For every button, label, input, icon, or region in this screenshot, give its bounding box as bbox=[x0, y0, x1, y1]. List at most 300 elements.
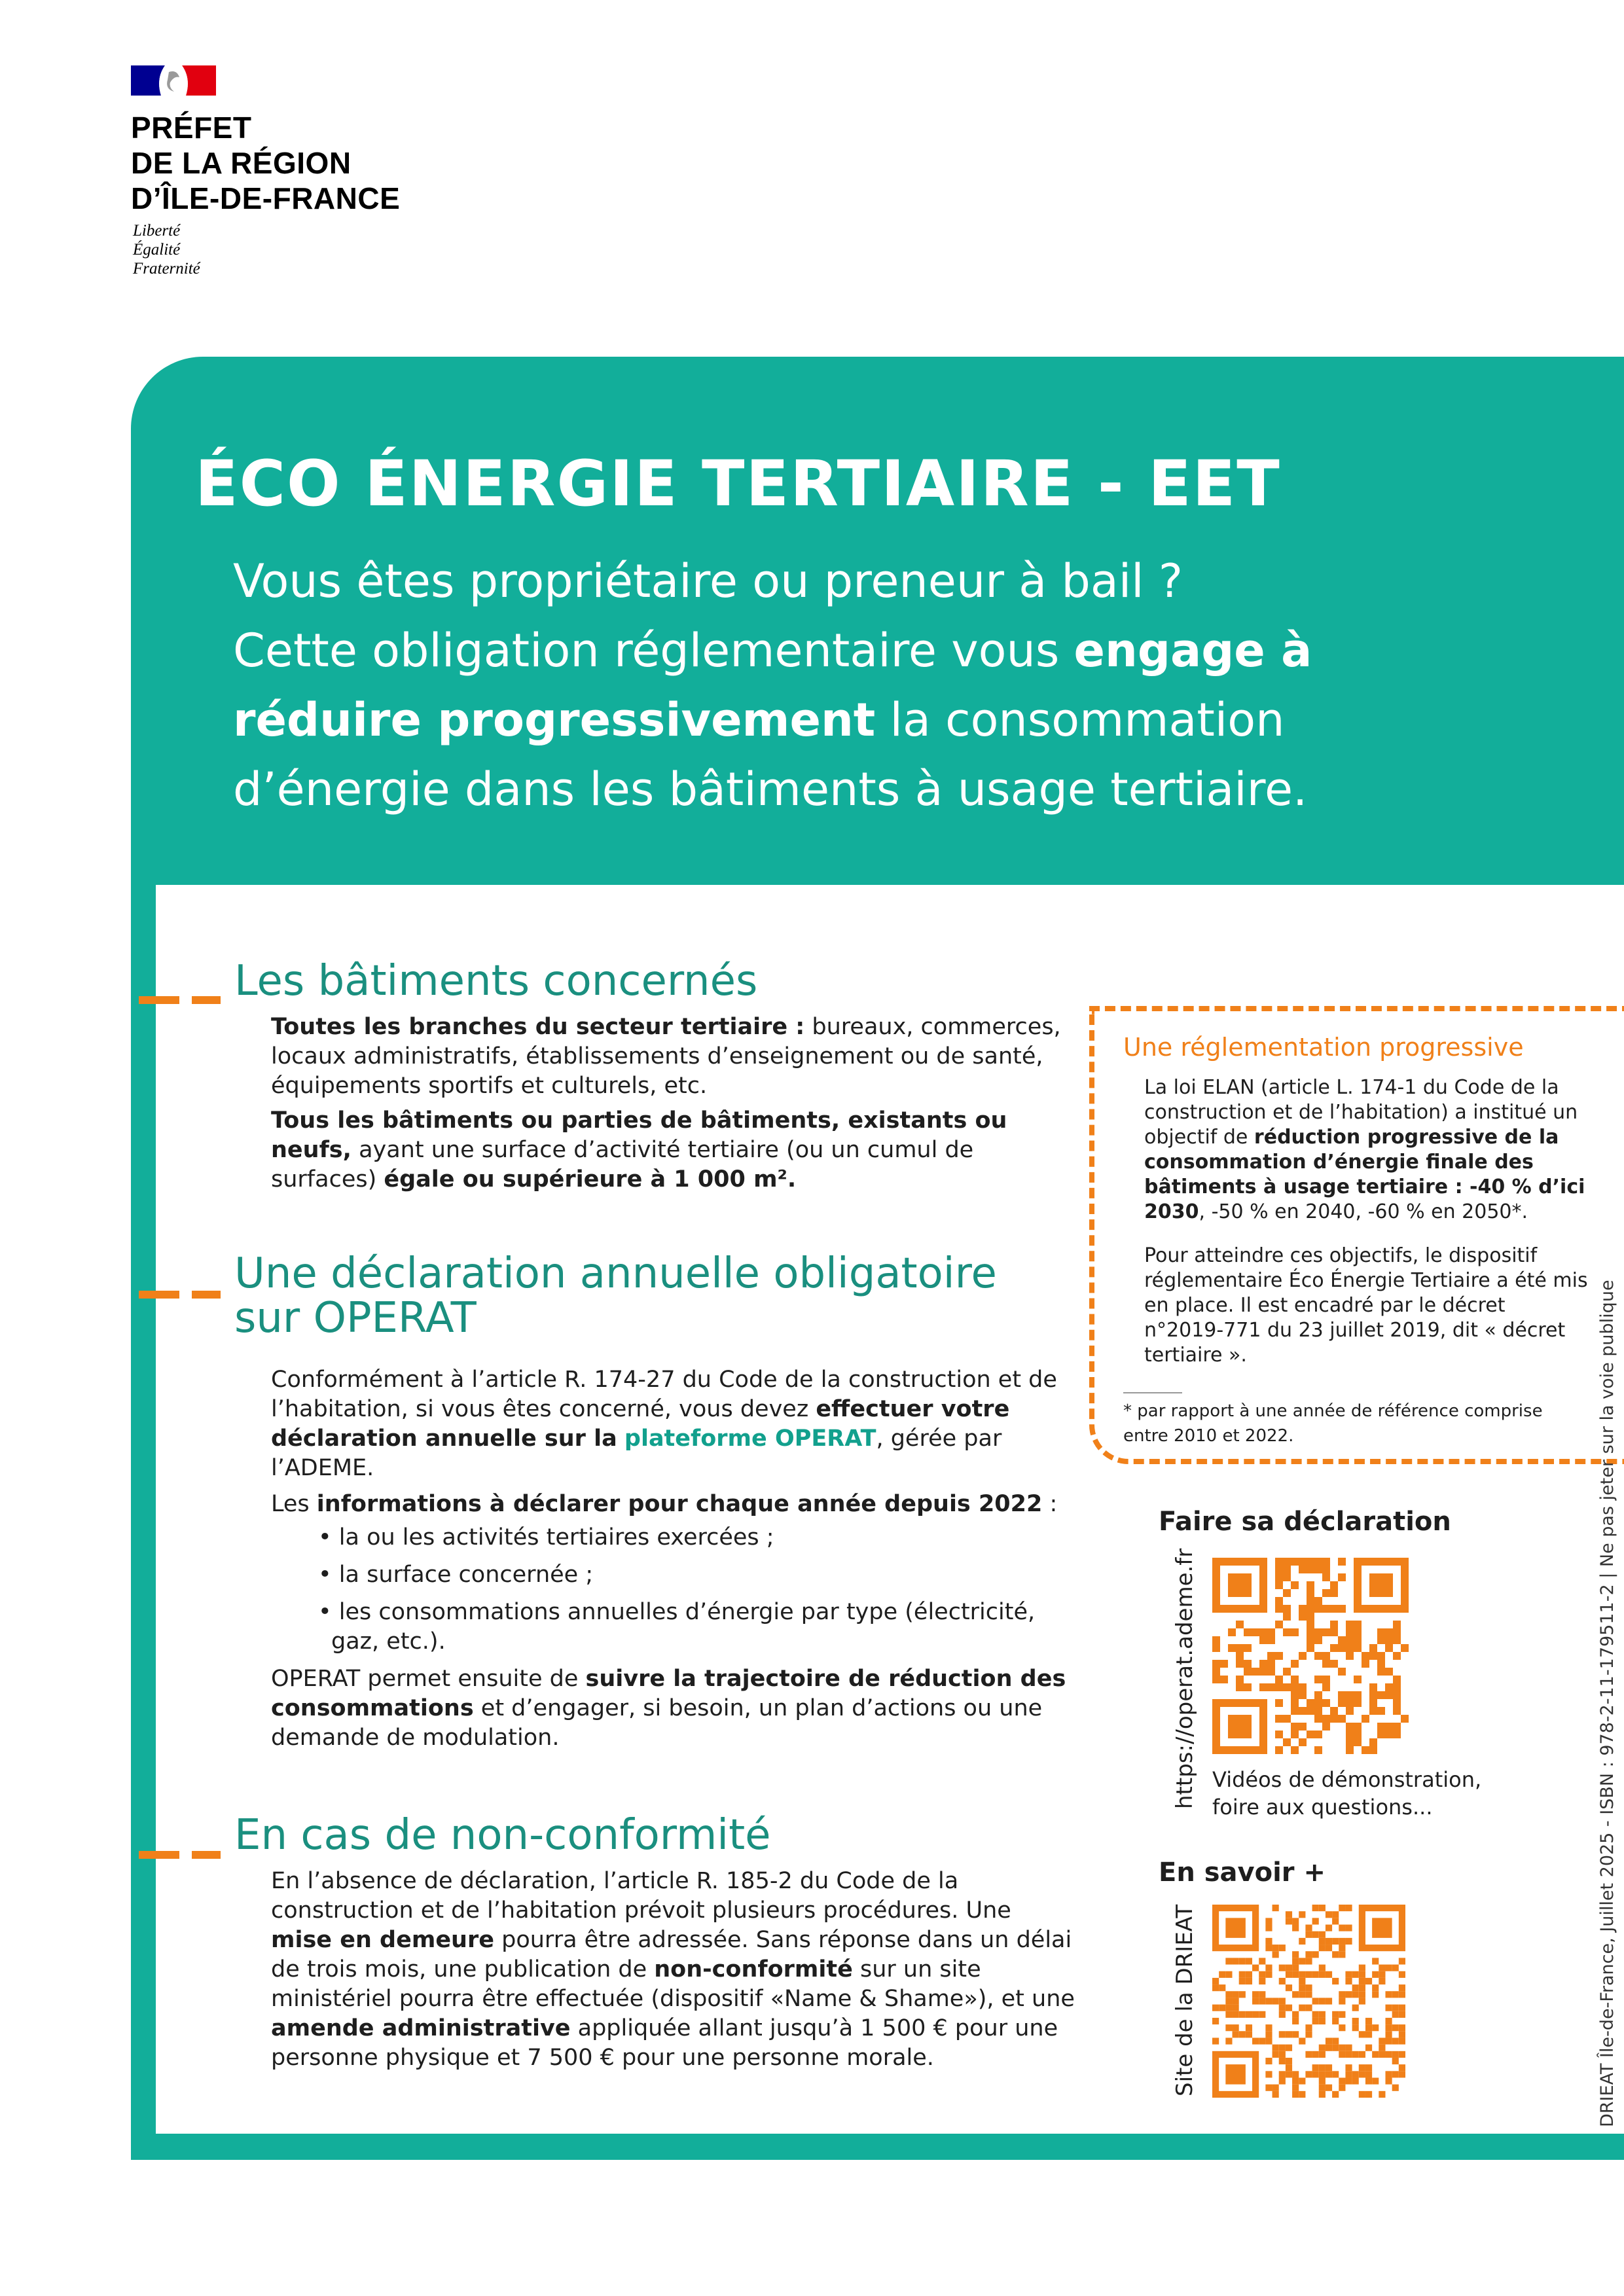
qr-module bbox=[1259, 1978, 1265, 1984]
qr-module bbox=[1346, 1707, 1354, 1715]
qr-module bbox=[1299, 1723, 1307, 1731]
qr-module bbox=[1233, 1958, 1239, 1964]
qr-module bbox=[1272, 1945, 1279, 1951]
qr-module bbox=[1339, 1938, 1345, 1945]
qr-module bbox=[1272, 1951, 1279, 1958]
qr-module bbox=[1299, 1691, 1307, 1699]
qr-module bbox=[1322, 1715, 1330, 1723]
qr-module bbox=[1252, 1668, 1259, 1676]
qr-module bbox=[1283, 1683, 1291, 1691]
qr-module bbox=[1299, 1605, 1307, 1613]
qr-module bbox=[1265, 1945, 1272, 1951]
qr-module bbox=[1354, 1723, 1362, 1731]
qr-module bbox=[1220, 1676, 1228, 1683]
qr-module bbox=[1265, 2085, 1272, 2091]
qr-module bbox=[1372, 1971, 1379, 1978]
qr-module bbox=[1377, 1707, 1385, 1715]
qr-module bbox=[1272, 1998, 1279, 2004]
qr-module bbox=[1265, 2071, 1272, 2077]
qr-module bbox=[1338, 1691, 1346, 1699]
qr-module bbox=[1212, 1660, 1220, 1668]
qr-module bbox=[1345, 1978, 1352, 1984]
qr-module bbox=[1307, 1566, 1314, 1573]
qr-module bbox=[1385, 2018, 1392, 2024]
qr-module bbox=[1319, 2018, 1326, 2024]
qr-module bbox=[1385, 2031, 1392, 2037]
qr-module bbox=[1359, 2064, 1365, 2071]
qr-module bbox=[1359, 1991, 1365, 1998]
qr-module bbox=[1372, 2077, 1379, 2084]
qr-module bbox=[1259, 1668, 1267, 1676]
qr-module bbox=[1307, 1605, 1314, 1613]
qr-module bbox=[1259, 2011, 1265, 2018]
qr-module bbox=[1332, 1918, 1339, 1924]
qr-code-drieat-icon[interactable] bbox=[1212, 1905, 1405, 2098]
qr-module bbox=[1307, 1621, 1314, 1628]
qr-module bbox=[1332, 1951, 1339, 1958]
qr-module bbox=[1252, 2037, 1259, 2044]
qr-module bbox=[1312, 1998, 1319, 2004]
section-title-declaration: Une déclaration annuelle obligatoire sur OPERAT bbox=[234, 1249, 997, 1342]
qr-module bbox=[1299, 2037, 1305, 2044]
qr-module bbox=[1314, 1652, 1322, 1660]
qr-module bbox=[1239, 1991, 1246, 1998]
qr-module bbox=[1305, 1931, 1312, 1938]
qr-module bbox=[1236, 1652, 1244, 1660]
qr-module bbox=[1379, 2091, 1385, 2098]
qr-module bbox=[1283, 1613, 1291, 1621]
qr-module bbox=[1291, 1581, 1299, 1589]
qr-module bbox=[1393, 1707, 1401, 1715]
qr-module bbox=[1393, 1652, 1401, 1660]
qr-module bbox=[1291, 1676, 1299, 1683]
qr-module bbox=[1399, 1984, 1405, 1991]
qr-module bbox=[1244, 1668, 1252, 1676]
qr-module bbox=[1246, 1978, 1252, 1984]
section-dash bbox=[192, 1851, 221, 1859]
qr-module bbox=[1233, 2005, 1239, 2011]
qr-module bbox=[1314, 1566, 1322, 1573]
qr-module bbox=[1267, 1660, 1275, 1668]
qr-module bbox=[1393, 1628, 1401, 1636]
qr-module bbox=[1345, 2071, 1352, 2077]
qr-module bbox=[1259, 1998, 1265, 2004]
section-title-non-conformite: En cas de non-conformité bbox=[234, 1811, 771, 1859]
qr-module bbox=[1359, 1978, 1365, 1984]
qr-module bbox=[1354, 1636, 1362, 1644]
qr-module bbox=[1314, 1707, 1322, 1715]
qr-module bbox=[1392, 2058, 1399, 2064]
qr-module bbox=[1265, 1938, 1272, 1945]
side-legal-note: DRIEAT Île-de-France, Juillet 2025 - ISBN : 978-2-11-179511-2 | Ne pas jeter sur la voie publique bbox=[1597, 1280, 1617, 2127]
qr-module bbox=[1319, 2011, 1326, 2018]
qr-module bbox=[1283, 1628, 1291, 1636]
qr-module bbox=[1275, 1605, 1283, 1613]
qr-module bbox=[1279, 1998, 1286, 2004]
qr-module bbox=[1312, 1951, 1319, 1958]
qr-module bbox=[1265, 1971, 1272, 1978]
qr-module bbox=[1272, 2045, 1279, 2051]
qr-module bbox=[1393, 1636, 1401, 1644]
qr-module bbox=[1338, 1558, 1346, 1566]
qr-module bbox=[1228, 1644, 1236, 1652]
qr-module bbox=[1319, 2064, 1326, 2071]
qr-module bbox=[1299, 1707, 1307, 1715]
qr-module bbox=[1326, 1971, 1332, 1978]
qr-module bbox=[1307, 1613, 1314, 1621]
qr-module bbox=[1365, 2071, 1372, 2077]
qr-module bbox=[1286, 1965, 1292, 1971]
qr-module bbox=[1212, 1636, 1220, 1644]
qr-module bbox=[1292, 2011, 1299, 2018]
qr-module bbox=[1319, 1998, 1326, 2004]
qr-module bbox=[1359, 1984, 1365, 1991]
qr-module bbox=[1385, 1965, 1392, 1971]
qr-module bbox=[1244, 1628, 1252, 1636]
qr-module bbox=[1246, 2011, 1252, 2018]
qr-module bbox=[1212, 1668, 1220, 1676]
qr-module bbox=[1292, 2077, 1299, 2084]
qr-module bbox=[1267, 1668, 1275, 1676]
qr-module bbox=[1392, 2011, 1399, 2018]
qr-module bbox=[1399, 2037, 1405, 2044]
qr-module bbox=[1279, 1978, 1286, 1984]
qr-module bbox=[1275, 1581, 1283, 1589]
footnote-divider bbox=[1123, 1392, 1182, 1393]
qr-module bbox=[1252, 1991, 1259, 1998]
qr-module bbox=[1352, 2005, 1359, 2011]
qr-module bbox=[1393, 1723, 1401, 1731]
qr-module bbox=[1372, 1991, 1379, 1998]
main-title: ÉCO ÉNERGIE TERTIAIRE - EET bbox=[195, 447, 1281, 520]
qr-module bbox=[1212, 1978, 1219, 1984]
qr-module bbox=[1225, 1998, 1232, 2004]
qr-module bbox=[1354, 1699, 1362, 1707]
qr-module bbox=[1252, 1628, 1259, 1636]
qr-module bbox=[1314, 1628, 1322, 1636]
qr-module bbox=[1385, 2024, 1392, 2031]
section-dash bbox=[192, 996, 221, 1004]
qr-module bbox=[1393, 1731, 1401, 1738]
qr-module bbox=[1369, 1738, 1377, 1746]
qr-module bbox=[1330, 1660, 1338, 1668]
qr-module bbox=[1292, 2085, 1299, 2091]
reglementation-box bbox=[1089, 1006, 1624, 1464]
qr-module bbox=[1346, 1699, 1354, 1707]
qr-module bbox=[1322, 1652, 1330, 1660]
qr-module bbox=[1330, 1715, 1338, 1723]
list-item: • les consommations annuelles d’énergie par type (électricité, gaz, etc.). bbox=[318, 1599, 1036, 1655]
qr-module bbox=[1359, 2071, 1365, 2077]
qr-module bbox=[1354, 1644, 1362, 1652]
qr-module bbox=[1305, 1984, 1312, 1991]
qr-module bbox=[1330, 1628, 1338, 1636]
qr-module bbox=[1352, 2077, 1359, 2084]
qr-module bbox=[1385, 1644, 1393, 1652]
qr-module bbox=[1326, 2085, 1332, 2091]
qr-module bbox=[1345, 1938, 1352, 1945]
qr-module bbox=[1291, 1558, 1299, 1566]
qr-module bbox=[1307, 1628, 1314, 1636]
qr-module bbox=[1322, 1699, 1330, 1707]
qr-module bbox=[1352, 2051, 1359, 2058]
qr-module bbox=[1233, 2024, 1239, 2031]
qr-module bbox=[1385, 1991, 1392, 1998]
qr-module bbox=[1338, 1636, 1346, 1644]
qr-module bbox=[1338, 1573, 1346, 1581]
qr-module bbox=[1377, 1731, 1385, 1738]
qr-module bbox=[1212, 2037, 1219, 2044]
qr-module bbox=[1399, 2024, 1405, 2031]
qr-module bbox=[1246, 2024, 1252, 2031]
qr-module bbox=[1305, 2071, 1312, 2077]
qr-module bbox=[1236, 1683, 1244, 1691]
qr-module bbox=[1385, 1683, 1393, 1691]
qr-module bbox=[1339, 2011, 1345, 2018]
qr-module bbox=[1228, 1628, 1236, 1636]
qr-module bbox=[1399, 2031, 1405, 2037]
qr-module bbox=[1265, 2024, 1272, 2031]
qr-module bbox=[1225, 2037, 1232, 2044]
qr-module bbox=[1385, 2071, 1392, 2077]
qr-module bbox=[1319, 1965, 1326, 1971]
qr-module bbox=[1346, 1738, 1354, 1746]
qr-module bbox=[1275, 1566, 1283, 1573]
qr-module bbox=[1314, 1731, 1322, 1738]
qr-module bbox=[1299, 1971, 1305, 1978]
qr-module bbox=[1401, 1644, 1409, 1652]
qr-module bbox=[1365, 1978, 1372, 1984]
qr-module bbox=[1286, 1971, 1292, 1978]
qr-module bbox=[1314, 1699, 1322, 1707]
qr-module bbox=[1299, 1613, 1307, 1621]
qr-module bbox=[1244, 1660, 1252, 1668]
qr-module bbox=[1265, 2058, 1272, 2064]
qr-module bbox=[1305, 1951, 1312, 1958]
qr-module bbox=[1352, 2018, 1359, 2024]
qr-module bbox=[1312, 2071, 1319, 2077]
qr-module bbox=[1385, 1636, 1393, 1644]
qr-module bbox=[1259, 1636, 1267, 1644]
section-non-conformite-text: En l’absence de déclaration, l’article R. 185-2 du Code de la construction et de l’habitation prévoit plusieurs procédures. Une mise en demeure pourra être adressée. Sans réponse dans un délai de trois mois, une publication de non-conformité sur un site ministériel pourra être effectuée (dispositif «Name & Shame»), et une amende administrative appliquée allant jusqu’à 1 500 € pour une personne physique et 7 500 € pour une personne morale. bbox=[271, 1868, 1075, 2071]
qr-module bbox=[1292, 1991, 1299, 1998]
qr-code-operat-icon[interactable] bbox=[1212, 1558, 1409, 1754]
qr-module bbox=[1283, 1715, 1291, 1723]
qr-module bbox=[1385, 1723, 1393, 1731]
qr-module bbox=[1275, 1621, 1283, 1628]
qr-module bbox=[1369, 1699, 1377, 1707]
qr-module bbox=[1314, 1605, 1322, 1613]
qr-module bbox=[1392, 2037, 1399, 2044]
qr-module bbox=[1219, 1984, 1225, 1991]
qr-module bbox=[1339, 2077, 1345, 2084]
qr-module bbox=[1299, 1991, 1305, 1998]
operat-link[interactable]: plateforme OPERAT bbox=[624, 1426, 876, 1452]
qr-module bbox=[1225, 1991, 1232, 1998]
qr-finder bbox=[1372, 1918, 1392, 1938]
qr-module bbox=[1279, 2077, 1286, 2084]
qr-module bbox=[1292, 1951, 1299, 1958]
qr-module bbox=[1272, 2051, 1279, 2058]
qr-module bbox=[1272, 2091, 1279, 2098]
qr-module bbox=[1265, 1918, 1272, 1924]
qr-module bbox=[1319, 2091, 1326, 2098]
qr-module bbox=[1292, 2071, 1299, 2077]
qr-module bbox=[1346, 1644, 1354, 1652]
qr-module bbox=[1305, 1925, 1312, 1931]
qr-module bbox=[1314, 1636, 1322, 1644]
qr-module bbox=[1279, 1965, 1286, 1971]
qr-module bbox=[1272, 1905, 1279, 1911]
qr-module bbox=[1275, 1558, 1283, 1566]
qr-module bbox=[1291, 1746, 1299, 1754]
section-dash bbox=[139, 1291, 179, 1299]
qr-module bbox=[1319, 1945, 1326, 1951]
devise: Liberté Égalité Fraternité bbox=[133, 222, 200, 278]
qr-module bbox=[1377, 1668, 1385, 1676]
qr-module bbox=[1339, 1951, 1345, 1958]
box-footnote: * par rapport à une année de référence comprise entre 2010 et 2022. bbox=[1123, 1401, 1543, 1446]
qr-module bbox=[1377, 1691, 1385, 1699]
qr-module bbox=[1314, 1597, 1322, 1605]
qr-module bbox=[1299, 1911, 1305, 1918]
qr-module bbox=[1365, 2091, 1372, 2098]
qr-module bbox=[1345, 1905, 1352, 1911]
qr-finder bbox=[1228, 1573, 1252, 1597]
qr-module bbox=[1299, 2005, 1305, 2011]
qr-module bbox=[1233, 1991, 1239, 1998]
qr-module bbox=[1292, 1965, 1299, 1971]
qr-module bbox=[1305, 2005, 1312, 2011]
qr-module bbox=[1369, 1707, 1377, 1715]
qr-module bbox=[1275, 1573, 1283, 1581]
qr-module bbox=[1339, 1945, 1345, 1951]
qr-module bbox=[1332, 2018, 1339, 2024]
qr-module bbox=[1279, 2051, 1286, 2058]
qr-module bbox=[1267, 1628, 1275, 1636]
qr-module bbox=[1286, 1918, 1292, 1924]
qr-module bbox=[1286, 2031, 1292, 2037]
qr-module bbox=[1312, 2018, 1319, 2024]
qr-module bbox=[1283, 1573, 1291, 1581]
qr-module bbox=[1299, 1978, 1305, 1984]
qr-module bbox=[1307, 1636, 1314, 1644]
qr-module bbox=[1275, 1699, 1283, 1707]
qr-module bbox=[1319, 1931, 1326, 1938]
qr-module bbox=[1354, 1628, 1362, 1636]
qr-module bbox=[1339, 1905, 1345, 1911]
qr-module bbox=[1354, 1621, 1362, 1628]
qr-module bbox=[1393, 1699, 1401, 1707]
qr-module bbox=[1239, 2011, 1246, 2018]
qr-module bbox=[1307, 1597, 1314, 1605]
qr-module bbox=[1259, 1683, 1267, 1691]
qr-module bbox=[1346, 1731, 1354, 1738]
qr-module bbox=[1322, 1605, 1330, 1613]
qr-module bbox=[1393, 1691, 1401, 1699]
qr-module bbox=[1275, 1597, 1283, 1605]
qr-module bbox=[1212, 1984, 1219, 1991]
qr-module bbox=[1299, 1938, 1305, 1945]
qr-module bbox=[1359, 1971, 1365, 1978]
qr-module bbox=[1244, 1644, 1252, 1652]
qr-module bbox=[1236, 1660, 1244, 1668]
qr-module bbox=[1312, 2051, 1319, 2058]
qr-module bbox=[1312, 2064, 1319, 2071]
qr-module bbox=[1307, 1581, 1314, 1589]
section-title-batiments: Les bâtiments concernés bbox=[234, 957, 758, 1005]
qr-module bbox=[1212, 1676, 1220, 1683]
qr-module bbox=[1291, 1660, 1299, 1668]
qr-module bbox=[1305, 2031, 1312, 2037]
qr-module bbox=[1239, 1958, 1246, 1964]
qr-module bbox=[1275, 1683, 1283, 1691]
section-declaration-text: Conformément à l’article R. 174-27 du Code de la construction et de l’habitation, si vous êtes concerné, vous devez effectuer votre déclaration annuelle sur la plateforme OPERAT, gérée par l’ADEME. Les informations à déclarer pour chaque année depuis 2022 : • la ou les activités tertiaires exercées ; • la surface concernée ; • les consommations annuelles d’énergie par type (électricité, gaz, etc.). OPERAT permet ensuite de suivre la trajectoire de réduction des consommations et d’engager, si besoin, un plan d’actions ou une demande de modulation. bbox=[271, 1365, 1076, 1753]
qr-module bbox=[1291, 1683, 1299, 1691]
qr-module bbox=[1359, 1998, 1365, 2004]
qr1-url[interactable]: https://operat.ademe.fr bbox=[1172, 1548, 1198, 1809]
qr-module bbox=[1392, 2085, 1399, 2091]
qr-module bbox=[1259, 1991, 1265, 1998]
qr-module bbox=[1326, 2045, 1332, 2051]
qr1-heading: Faire sa déclaration bbox=[1159, 1507, 1451, 1537]
qr-module bbox=[1307, 1558, 1314, 1566]
qr-finder bbox=[1225, 1918, 1246, 1938]
qr-module bbox=[1326, 1938, 1332, 1945]
qr-module bbox=[1339, 2024, 1345, 2031]
qr-module bbox=[1299, 2077, 1305, 2084]
qr-module bbox=[1279, 2031, 1286, 2037]
qr-module bbox=[1292, 1925, 1299, 1931]
qr-module bbox=[1299, 1566, 1307, 1573]
qr-module bbox=[1379, 2051, 1385, 2058]
qr-finder bbox=[1369, 1573, 1393, 1597]
qr-module bbox=[1346, 1691, 1354, 1699]
qr-module bbox=[1326, 1945, 1332, 1951]
qr-module bbox=[1332, 2037, 1339, 2044]
qr-module bbox=[1338, 1715, 1346, 1723]
qr-module bbox=[1265, 1998, 1272, 2004]
qr-module bbox=[1332, 1978, 1339, 1984]
qr-module bbox=[1392, 1965, 1399, 1971]
qr-module bbox=[1399, 2071, 1405, 2077]
qr-module bbox=[1354, 1691, 1362, 1699]
qr-module bbox=[1339, 2085, 1345, 2091]
qr-module bbox=[1385, 2037, 1392, 2044]
qr-module bbox=[1275, 1715, 1283, 1723]
qr-module bbox=[1393, 1676, 1401, 1683]
qr-module bbox=[1291, 1707, 1299, 1715]
qr-module bbox=[1346, 1723, 1354, 1731]
qr-module bbox=[1291, 1699, 1299, 1707]
qr-module bbox=[1212, 2005, 1219, 2011]
qr-module bbox=[1299, 1683, 1307, 1691]
qr-module bbox=[1365, 2031, 1372, 2037]
qr-module bbox=[1283, 1566, 1291, 1573]
qr-module bbox=[1322, 1589, 1330, 1597]
qr-module bbox=[1252, 1965, 1259, 1971]
qr-module bbox=[1401, 1715, 1409, 1723]
qr-module bbox=[1330, 1621, 1338, 1628]
qr-module bbox=[1385, 1691, 1393, 1699]
qr-module bbox=[1299, 1738, 1307, 1746]
qr-module bbox=[1286, 2064, 1292, 2071]
qr-module bbox=[1352, 1991, 1359, 1998]
qr-module bbox=[1265, 1965, 1272, 1971]
qr-module bbox=[1385, 1731, 1393, 1738]
qr-module bbox=[1212, 1644, 1220, 1652]
qr-module bbox=[1265, 2037, 1272, 2044]
